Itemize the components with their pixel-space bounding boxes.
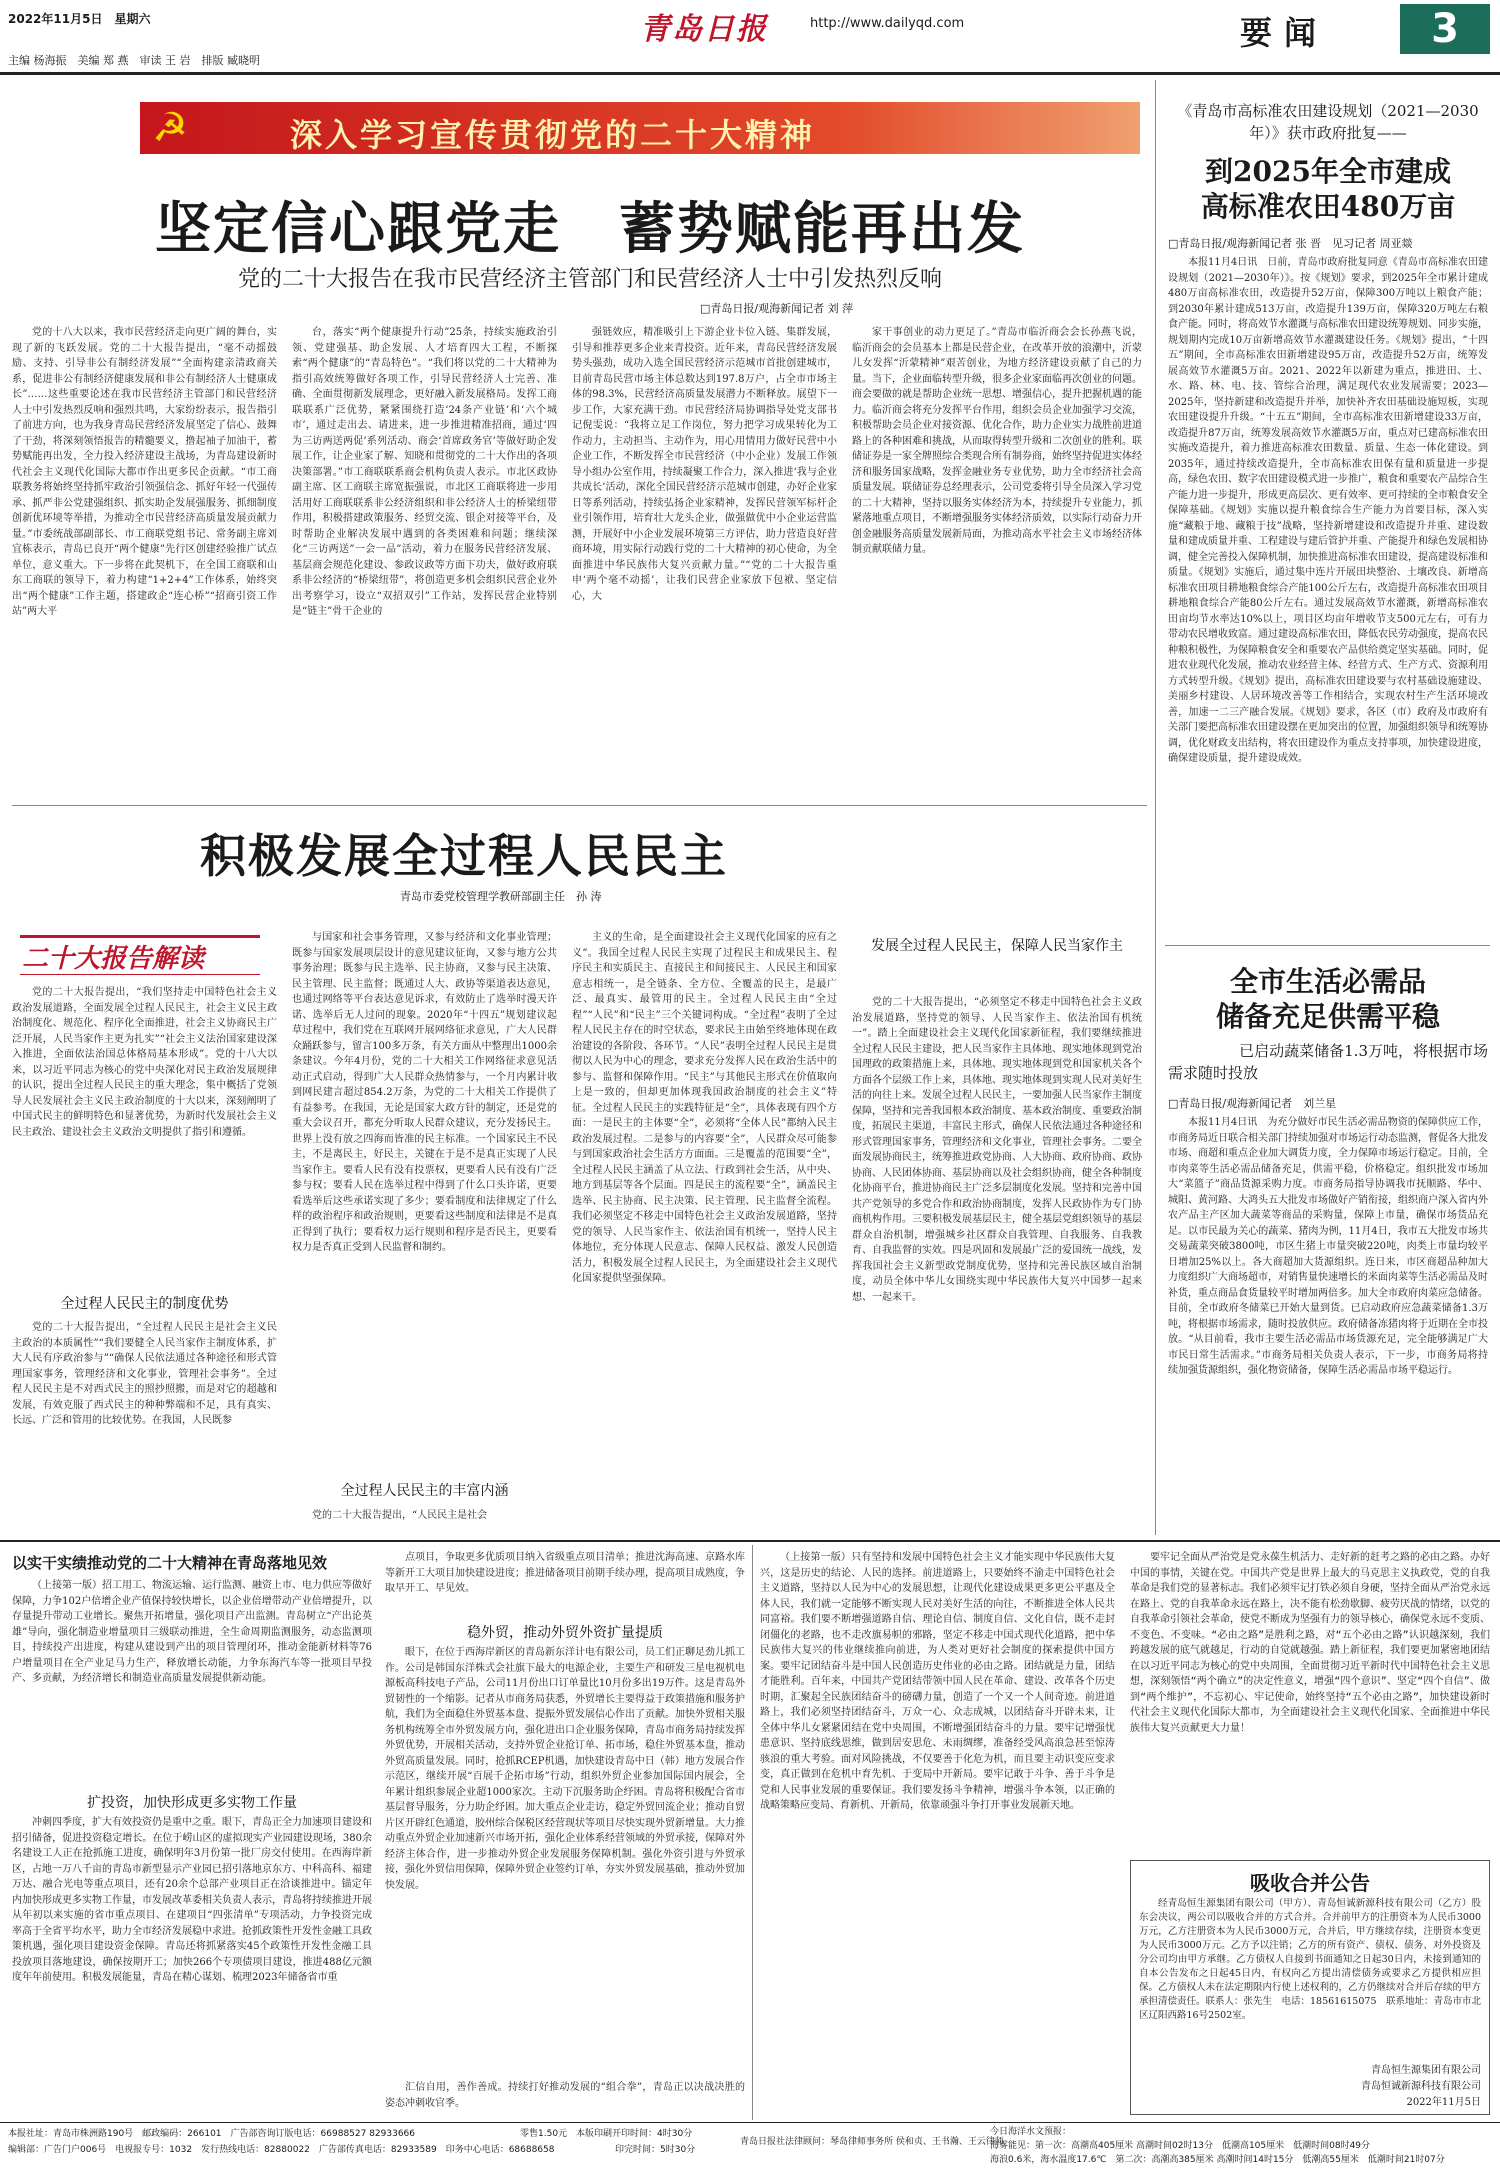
footer-weather-1: 海雾能见：第一次：高潮高405厘米 高潮时间02时13分 低潮高105厘米 低潮时间08时49分 (990, 2141, 1371, 2151)
banner-text: 深入学习宣传贯彻党的二十大精神 (290, 116, 816, 154)
bottom-left-subhead-1: 扩投资，加快形成更多实物工作量 (87, 1795, 297, 1811)
commentary-column-1: （上接第一版）只有坚持和发展中国特色社会主义才能实现中华民族伟大复兴，这是历史的结论、人民的选择。前进道路上，只要始终不渝走中国特色社会主义道路，坚持以人民为中心的发展思想，让现代化建设成果更多更公平惠及全体人民，我们就一定能够不断实现人民对美好生活的向往，不断推进全体人民共同富裕。我们要不断增强道路自信、理论自信、制度自信、文化自信，既不走封闭僵化的老路，也不走改旗易帜的邪路，坚定不移走中国式现代化道路，把中华民族伟大复兴的伟业继续推向前进，为人类对更好社会制度的探索提供中国方案。要牢记团结奋斗是中国人民创造历史伟业的必由之路。团结就是力量，团结才能胜利。百年来，中国共产党团结带领中国人民在革命、建设、改革各个历史时期，汇聚起全民族团结奋斗的磅礴力量，创造了一个又一个人间奇迹。前进道路上，我们必须坚持团结奋斗，万众一心、众志成城，以团结奋斗开辟未来，让全体中华儿女紧紧团结在党中央周围，不断增强团结奋斗的力量。要牢记增强忧患意识、坚持底线思维，做到居安思危、未雨绸缪，准备经受风高浪急甚至惊涛骇浪的重大考验。面对风险挑战，不仅要善于化危为机，而且要主动识变应变求变，真正做到在危机中育先机、于变局中开新局。要牢记敢于斗争、善于斗争是党和人民事业发展的重要保证。我们要发扬斗争精神，增强斗争本领，以正确的战略策略应变局、育新机、开新局，依靠顽强斗争打开事业发展新天地。 (760, 1552, 1115, 1811)
lead-column-1: 党的十八大以来，我市民营经济走向更广阔的舞台，实现了新的飞跃发展。党的二十大报告提出，“毫不动摇鼓励、支持、引导非公有制经济发展”“全面构建亲清政商关系，促进非公有制经济健康发展和非公有制经济人士健康成长”……这些重要论述在我市民营经济主管部门和民营经济人士中引发热烈反响和强烈共鸣，大家纷纷表示，报告指引了前进方向，也为我身青岛民营经济发展坚定了信心、鼓舞了干劲，将深刻领悟报告的精髓要义，撸起袖子加油干，蓄势赋能再出发，全力投入经济建设主战场，为青岛建设新时代社会主义现代化国际大都市作出更多民企贡献。“市工商联教务将始终坚持抓牢政治引领强信念、抓好年轻一代强传承、抓严非公党建强组织、抓实助企发展强服务、抓细制度创新优环境等举措，为推动全市民营经济高质量发展贡献力量。”市委统战部副部长、市工商联党组书记、常务副主席刘宜栋表示，青岛已良开“两个健康”先行区创建经验推广试点单位，意义重大。下一步将在此契机下，在全国工商联和山东工商联的领导下，着力构建“1+2+4”工作体系，始终突出“两个健康”工作主题，搭建政企“连心桥”“招商引资工作站”两大平 (12, 327, 277, 617)
notice-body: 经青岛恒生源集团有限公司（甲方）、青岛恒诚新源科技有限公司（乙方）股东会决议，两公司以吸收合并的方式合并。合并前甲方的注册资本为人民币3000万元，乙方注册资本为人民币3000万元，合并后，甲方继续存续，注册资本变更为人民币3000万元。乙方予以注销；乙方的所有资产、债权、债务、对外投资及分公司均由甲方承继。乙方债权人自接到书面通知之日起30日内，未接到通知的自本公告发布之日起45日内，有权向乙方提出清偿债务或要求乙方提供相应担保。乙方债权人未在法定期限内行使上述权利的，乙方仍继续对合并后存续的甲方承担清偿责任。联系人：张先生 电话：18561615075 联系地址：青岛市市北区辽阳西路16号2502室。 (1139, 1898, 1481, 2021)
notice-signature-2: 青岛恒诚新源科技有限公司 (1361, 2081, 1481, 2092)
footer-address: 本报社址：青岛市株洲路190号 邮政编码：266101 广告部咨询订版电话：66988527 82933666 (8, 2129, 416, 2139)
lead-column-3: 强链效应，精准吸引上下游企业卡位入链、集群发展，引导和推荐更多企业来青投资。近年来，青岛民营经济发展势头强劲，成功入选全国民营经济示范城市首批创建城市，目前青岛民营市场主体总数达到197.8万户，占全市市场主体的98.3%，民营经济高质量发展潜力不断释放。展望下一步工作，大家充满干劲。市民营经济局协调指导处党支部书记倪雯说：“我将立足工作岗位，努力把学习成果转化为工作动力，主动担当、主动作为，用心用情用力做好民营中小企业工作，不断发挥全市民营经济（中小企业）发展工作领导小组办公室作用，持续凝聚工作合力，深入推进‘我与企业共成长’活动，深化全国民营经济示范城市创建，办好企业家日等系列活动，持续弘扬企业家精神，发挥民营领军标杆企业引领作用，培育壮大龙头企业，做强做优中小企业运营监测，开展好中小企业发展环境第三方评估，助力营造良好营商环境，用实际行动践行党的二十大精神的初心使命，为全面推进中华民族伟大复兴贡献力量。”“党的二十大报告重申‘两个毫不动摇’，让我们民营企业家放下包袱、坚定信心，大 (572, 327, 837, 602)
theory-subhead-1: 全过程人民民主的制度优势 (60, 1296, 229, 1312)
right-rule (1165, 945, 1490, 946)
bottom-left-headline: 以实干实绩推动党的二十大精神在青岛落地见效 (12, 1554, 328, 1572)
farmland-kicker: 《青岛市高标准农田建设规划（2021—2030年）》获市政府批复—— (1177, 102, 1479, 142)
section-rule (12, 805, 1147, 806)
vertical-divider (1155, 80, 1156, 1535)
masthead (0, 0, 1500, 72)
newspaper-logo: 青岛日报 (640, 12, 768, 47)
bottom-left-col2-top: 点项目，争取更多优质项目纳入省级重点项目清单；推进沈海高速、京路水库等新开工大项目加快建设进度；推进储备项目前期手续办理，提高项目成熟度，争取早开工、早见效。 (385, 1552, 745, 1594)
notice-date: 2022年11月5日 (1406, 2097, 1481, 2108)
footer-weather-title: 今日海洋水文预报： (990, 2127, 1072, 2137)
bottom-rule (0, 1540, 1500, 1542)
theory-column-1b: 党的二十大报告提出，“全过程人民民主是社会主义民主政治的本质属性”“我们要健全人民当家作主制度体系，扩大人民有序政治参与”“确保人民依法通过各种途径和形式管理国家事务，管理经济和文化事业，管理社会事务”。全过程人民民主是不对西式民主的照抄照搬，而是对它的超越和发展，有效克服了西式民主的种种弊端和不足，具有真实、长远、广泛和管用的比较优势。在我国，人民既参 (12, 1322, 277, 1426)
footer-rule (0, 2122, 1500, 2123)
notice-signature-1: 青岛恒生源集团有限公司 (1371, 2065, 1481, 2076)
theory-column-2-bottom: 党的二十大报告提出，“人民民主是社会 (312, 1510, 488, 1521)
supplies-subhead-line1: 已启动蔬菜储备1.3万吨，将根据市场 (1239, 1042, 1488, 1060)
notice-box (1130, 1860, 1490, 2115)
party-emblem-icon: ☭ (152, 105, 188, 151)
theory-kicker: 二十大报告解读 (22, 944, 205, 974)
theory-subhead-3: 发展全过程人民民主，保障人民当家作主 (871, 938, 1123, 954)
farmland-body: 本报11月4日讯 日前，青岛市政府批复同意《青岛市高标准农田建设规划（2021—2030年）》。按《规划》要求，到2025年全市累计建成480万亩高标准农田，改造提升52万亩，保障300万吨以上粮食产能；到2030年累计建成513万亩，改造提升139万亩，保障320万吨左右粮食产能。同时，将高效节水灌溉与高标准农田建设统筹规划、同步实施，规划期内完成10万亩新增高效节水灌溉建设任务。《规划》提出，“十四五”期间，全市高标准农田新增建设95万亩，改造提升52万亩，统筹发展高效节水灌溉5万亩。2021、2022年以新建为重点，推进田、土、水、路、林、电、技、管综合治理，满足现代农业发展需要；2023—2025年，坚持新建和改造提升并举，加快补齐农田基础设施短板，实现农田建设提升升级。“十五五”期间，全市高标准农田新增建设33万亩，改造提升87万亩，统筹发展高效节水灌溉5万亩，重点对已建高标准农田实施改造提升，着力推进高标准农田数量、质量、生态一体化建设。到2035年，通过持续改造提升，全市高标准农田保有量和质量进一步提高，绿色农田、数字农田建设模式进一步推广，粮食和重要农产品综合生产能力进一步提升，形成更高层次、更有效率、更可持续的全市粮食安全保障基础。《规划》实施以提升粮食综合生产能力为首要目标，深入实施“藏粮于地、藏粮于技”战略，坚持新增建设和改造提升并重、建设数量和建成质量并重、工程建设与建后管护并重、产能提升和绿色发展相协调，健全完善投入保障机制，加快推进高标准农田建设，提高建设标准和质量。《规划》实施后，通过集中连片开展田块整治、土壤改良、新增高标准农田项目耕地粮食综合产能100公斤左右，改造提升高标准农田项目耕地粮食综合产能80公斤左右。通过发展高效节水灌溉，新增高标准农田亩均节水率达10%以上，项目区均亩年增收节支500元左右，可有力带动农民增收致富。通过建设高标准农田，降低农民劳动强度，提高农民种粮积极性，为保障粮食安全和重要农产品供给奠定坚实基础。同时，促进农业现代化发展，推动农业经营主体、经营方式、生产方式、资源利用方式转型升级。《规划》提出，高标准农田建设要与农村基础设施建设、美丽乡村建设、人居环境改善等工作相结合，实现农村生产生活环境改善，加速一二三产融合发展。《规划》要求，各区（市）政府及市政府有关部门要把高标准农田建设摆在更加突出的位置，加强组织领导和统筹协调，优化财政支出结构，将农田建设作为重点支持事项，加快建设进度，确保建设质量，提升建设成效。 (1168, 257, 1488, 764)
masthead-date: 2022年11月5日 星期六 (8, 12, 151, 26)
supplies-subhead-line2: 需求随时投放 (1168, 1064, 1259, 1082)
theory-column-3: 主义的生命，是全面建设社会主义现代化国家的应有之义”。我国全过程人民民主实现了过程民主和成果民主、程序民主和实质民主、直接民主和间接民主、人民民主和国家意志相统一，是全链条、全方位、全覆盖的民主，是最广泛、最真实、最管用的民主。全过程人民民主由“全过程”“人民”和“民主”三个关键词构成。“全过程”表明了全过程人民民主存在的时空状态，要求民主由始至终地体现在政治建设的各阶段、各环节。“人民”表明全过程人民民主是贯彻以人民为中心的理念，要求充分发挥人民在政治生活中的参与、监督和保障作用。“民主”与其他民主形式在价值取向上是一致的，但却更加体现我国政治制度的社会主义”特征。全过程人民民主的实践特征是“全”，具体表现有四个方面：一是民主的主体要“全”，必须将“全体人民”都纳入民主政治发展过程。二是参与的内容要“全”，人民群众尽可能参与到国家政治社会生活方方面面。三是覆盖的范围要“全”，全过程人民民主涵盖了从立法、行政到社会生活，从中央、地方到基层等各个层面。四是民主的流程要“全”，涵盖民主选举、民主协商、民主决策、民主管理、民主监督全流程。我们必须坚定不移走中国特色社会主义政治发展道路，坚持党的领导、人民当家作主、依法治国有机统一，坚持人民主体地位，充分体现人民意志、保障人民权益、激发人民创造活力，积极发展全过程人民民主，为全面建设社会主义现代化国家提供坚强保障。 (572, 932, 837, 1284)
supplies-headline-line1: 全市生活必需品 (1229, 965, 1426, 998)
theory-column-1a: 党的二十大报告提出，“我们坚持走中国特色社会主义政治发展道路，全面发展全过程人民民主，社会主义民主政治制度化、规范化、程序化全面推进，社会主义协商民主广泛开展，人民当家作主更为扎实”“社会主义法治国家建设深入推进，全面依法治国总体格局基本形成”。党的十八大以来，以习近平同志为核心的党中央深化对民主政治发展规律的认识，提出全过程人民民主的重大理念，集中概括了党领导人民发展社会主义民主政治制度的十大以来，深刻阐明了中国式民主的鲜明特色和显著优势，为新时代发展社会主义民主政治、建设社会主义政治文明提供了指引和遵循。 (12, 987, 277, 1138)
bottom-left-subhead-2: 稳外贸，推动外贸外资扩量提质 (467, 1625, 663, 1641)
commentary-column-2: 要牢记全面从严治党是党永葆生机活力、走好新的赶考之路的必由之路。办好中国的事情，关键在党。中国共产党是世界上最大的马克思主义执政党，党的自我革命是我们党的显著标志。我们必须牢记打铁必须自身硬，坚持全面从严治党永远在路上、党的自我革命永远在路上，决不能有松劲歇脚、疲劳厌战的情绪，以党的自我革命引领社会革命，使党不断成为坚强有力的领导核心，确保党永远不变质、不变色、不变味。“必由之路”是胜利之路，对“五个必由之路”认识越深刻，我们跨越发展的底气就越足，行动的自觉就越强。踏上新征程，我们要更加紧密地团结在以习近平同志为核心的党中央周围，全面贯彻习近平新时代中国特色社会主义思想，深刻领悟“两个确立”的决定性意义，增强“四个意识”、坚定“四个自信”、做到“两个维护”，不忘初心、牢记使命，始终坚持“五个必由之路”，加快建设新时代社会主义现代化国际大都市，为全面建设社会主义现代化国家、全面推进中华民族伟大复兴贡献更大力量！ (1130, 1552, 1490, 1734)
footer-legal: 青岛日报社法律顾问：琴岛律师事务所 侯和贞、王书瀚、王云律师 (740, 2137, 1004, 2147)
notice-title: 吸收合并公告 (1250, 1871, 1370, 1895)
supplies-body: 本报11月4日讯 为充分做好市民生活必需品物资的保障供应工作，市商务局近日联合相关部门持续加强对市场运行动态监测，督促各大批发市场、商超和重点企业加大调货力度，全力保障市场运行稳定。目前，全市肉菜等生活必需品储备充足，供需平稳，价格稳定。组织批发市场加大“菜篮子”商品货源采购力度。市商务局指导协调我市抚顺路、华中、城阳、黄河路、大鸿头五大批发市场做好产销衔接，组织商户深入省内外农产品主产区加大蔬菜等商品的采购量，保障上市量，确保市场货品充足。以市民最为关心的蔬菜、猪肉为例，11月4日，我市五大批发市场共交易蔬菜突破3800吨，市区生猪上市量突破220吨，肉类上市量均较平日增加25%以上。各大商超加大货源组织。连日来，市区商超品种加大力度组织广大商场超市，对销售量快速增长的米面肉菜等生活必需品及时补货，重点商品食货量较平时增加两倍多。加大全市政府肉菜应急储备。目前，全市政府冬储菜已开始大量到货。已启动政府应急蔬菜储备1.3万吨，将根据市场需求，随时投放供应。政府储备冻猪肉将于近期在全市投放。“从目前看，我市主要生活必需品市场货源充足，完全能够满足广大市民日常生活需求。”市商务局相关负责人表示，下一步，市商务局将持续加强货源组织，强化物资储备，保障生活必需品市场平稳运行。 (1168, 1117, 1488, 1376)
footer (0, 2125, 1500, 2175)
lead-headline: 坚定信心跟党走 蓄势赋能再出发 (155, 196, 1025, 262)
supplies-byline: □青岛日报/观海新闻记者 刘兰星 (1168, 1097, 1337, 1110)
masthead-rule (0, 72, 1500, 75)
banner (140, 102, 1140, 154)
theory-subhead-2: 全过程人民民主的丰富内涵 (340, 1483, 509, 1499)
masthead-url[interactable]: http://www.dailyqd.com (810, 16, 965, 31)
section-label: 要闻 (1240, 14, 1329, 52)
theory-byline: 青岛市委党校管理学教研部副主任 孙 涛 (400, 890, 602, 903)
page-number: 3 (1431, 6, 1459, 52)
bottom-left-col2-tail: 汇信自用，善作善成。持续打好推动发展的“组合拳”，青岛正以决战决胜的姿态冲刺收官季。 (385, 2082, 745, 2109)
lead-column-4: 家干事创业的动力更足了。”青岛市临沂商会会长孙燕飞说，临沂商会的会员基本上都是民营企业，在改革开放的浪潮中，沂蒙儿女发挥“沂蒙精神”艰苦创业，为地方经济建设贡献了自己的力量。当下，企业面临转型升级，很多企业家面临再次创业的问题。商会要做的就是帮助企业统一思想、增强信心，提升把握机遇的能力。临沂商会将充分发挥平台作用，组织会员企业加强学习交流，积极帮助会员企业对接资源、优化合作，助力企业实力战胜前进道路上的各种困难和挑战，从而取得转型升级和二次创业的胜利。联储证券是一家全牌照综合类现合所有制券商，始终坚持促进实体经济和服务国家战略，发挥金融业务专业优势，助力全市经济社会高质量发展。联储证券总经理表示，公司党委将引导全员深入学习党的二十大精神，坚持以服务实体经济为本，持续提升专业能力，抓紧落地重点项目，不断增强服务实体经济质效，以实际行动奋力开创金融服务高质量发展新局面，为推动高水平社会主义市场经济体制贡献联储力量。 (852, 327, 1142, 555)
masthead-staff: 主编 杨海振 美编 郑 燕 审读 王 岩 排版 臧晓明 (8, 54, 260, 67)
footer-contacts: 编辑部：广告门户006号 电视报专号：1032 发行热线电话：82880022 广告部传真电话：82933589 印务中心电话：68688658 (8, 2145, 555, 2155)
footer-print-end: 印完时间：5时30分 (615, 2145, 696, 2155)
theory-headline: 积极发展全过程人民民主 (200, 829, 728, 883)
footer-print-start: 零售1.50元 本版印刷开印时间：4时30分 (520, 2129, 693, 2139)
farmland-byline: □青岛日报/观海新闻记者 张 晋 见习记者 周亚燚 (1168, 237, 1413, 250)
supplies-headline-line2: 储备充足供需平稳 (1215, 1000, 1440, 1033)
lead-subhead: 党的二十大报告在我市民营经济主管部门和民营经济人士中引发热烈反响 (237, 267, 942, 292)
bottom-left-intro: （上接第一版）招工用工、物流运输、运行监测、融资上市、电力供应等做好保障，力争102户倍增企业产值保持较快增长，以企业倍增带动产业倍增提升，以存量提升带动工业增长。聚焦开拓增量，强化项目产出监测。青岛树立“产出论英雄”导向，强化制造业增量项目三级联动推进，全生命周期监测服务，动态监测项目，持续投产出进度，构建从建设到产出的项目管理闭环，推动金能新材料等76户增量项目在全产业足马力生产，释放增长动能，力争东海汽车等一批项目早投产、多贡献，为经济增长和制造业高质量发展提供新动能。 (12, 1580, 372, 1684)
farmland-headline-line2: 高标准农田480万亩 (1200, 190, 1456, 223)
lead-byline: □青岛日报/观海新闻记者 刘 萍 (700, 302, 854, 315)
footer-weather-2: 海浪0.6米，海水温度17.6℃ 第二次：高潮高385厘米 高潮时间14时15分 低潮高55厘米 低潮时间21时07分 (990, 2155, 1445, 2165)
bottom-left-col2-body: 眼下，在位于西海岸新区的青岛新东洋计电有限公司，员工们正聊足劲儿抓工作。公司是韩国东洋株式会社旗下最大的电源企业，主要生产和研发三星电视机电源板高科技电子产品，公司11月份出口订单量比10月份多出19万件。这是青岛外贸韧性的一个缩影。记者从市商务局获悉，外贸增长主要得益于政策措施和服务护航，我们为全面稳住外贸基本盘、提振外贸发展信心作出了贡献。加快外贸相关服务机构统筹全市外贸发展方向，强化进出口企业服务保障，青岛市商务局持续发挥外贸优势，开展相关活动，支持外贸企业抢订单、拓市场，稳住外贸基本盘，推动外贸高质量发展。同时，抢抓RCEP机遇，加快建设青岛中日（韩）地方发展合作示范区，继续开展“百展千企拓市场”行动，组织外贸企业参加国际国内展会，全年累计组织参展企业超1000家次。主动下沉服务助企纾困。青岛将积极配合省市基层督导服务，分力助企纾困。加大重点企业走访，稳定外贸回流企业；推动自贸片区开辟红色通道，胶州综合保税区经营现状等项目尽快实现外贸新增量。大力推动重点外贸企业加速新兴市场开拓，强化企业体系经营领域的外贸承接，保障对外经济主体合作，进一步推动外贸企业发展服务保障机制。强化外资引进与外贸承接，强化外贸信用保障，保障外贸企业签约订单，夯实外贸发展基础，推动外贸加快发展。 (385, 1647, 745, 1891)
theory-column-4: 党的二十大报告提出，“必须坚定不移走中国特色社会主义政治发展道路，坚持党的领导、人民当家作主、依法治国有机统一”。踏上全面建设社会主义现代化国家新征程，我们要继续推进全过程人民民主建设，把人民当家作主具体地、现实地体现到党治国理政的政策措施上来，具体地、现实地体现到党和国家机关各个方面各个层级工作上来，具体地、现实地体现到实现人民对美好生活的向往上来。发展全过程人民民主，一要加强人民当家作主制度保障，坚持和完善我国根本政治制度、基本政治制度、重要政治制度，拓展民主渠道，丰富民主形式，确保人民依法通过各种途径和形式管理国家事务，管理经济和文化事业，管理社会事务。二要全面发展协商民主，统筹推进政党协商、人大协商、政府协商、政协协商、人民团体协商、基层协商以及社会组织协商，健全各种制度化协商平台，推进协商民主广泛多层制度化发展。坚持和完善中国共产党领导的多党合作和政治协商制度，发挥人民政协作为专门协商机构作用。三要积极发展基层民主，健全基层党组织领导的基层群众自治机制，增强城乡社区群众自我管理、自我服务、自我教育、自我监督的实效。四是巩固和发展最广泛的爱国统一战线，发挥我国社会主义新型政党制度优势，坚持和完善民族区域自治制度，动员全体中华儿女围绕实现中华民族伟大复兴中国梦一起来想、一起来干。 (852, 997, 1142, 1303)
theory-column-2: 与国家和社会事务管理，又参与经济和文化事业管理；既参与国家发展项层设计的意见建议征询，又参与地方公共事务治理；既参与民主选举、民主协商，又参与民主决策、民主管理、民主监督；既通过人大、政协等渠道表达意见，也通过网络等平台表达意见诉求，有效防止了选举时漫天许诺、选举后无人过问的现象。2020年“十四五”规划建议起草过程中，我们党在互联网开展网络征求意见，广大人民群众踊跃参与，留言100多万条，有关方面从中整理出1000余条建议。今年4月份，党的二十大相关工作网络征求意见活动正式启动，得到广大人民群众热情参与，一个月内累计收到网民建言超过854.2万条，为党的二十大相关工作提供了有益参考。在我国，无论是国家大政方针的制定，还是党的重大会议召开，都充分听取人民群众建议，充分发扬民主。世界上没有放之四海而皆准的民主标准。一个国家民主不民主，不是离民主，好民主，关键在于是不是真正实现了人民当家作主。要看人民有没有投票权，更要看人民有没有广泛参与权；要看人民在选举过程中得到了什么口头许诺，更要看选举后这些承诺实现了多少；要看制度和法律规定了什么样的政治程序和政治规则，更要看这些制度和法律是不是真正得到了执行；要看权力运行规则和程序是否民主，更要看权力是否真正受到人民监督和制约。 (292, 932, 557, 1253)
farmland-headline-line1: 到2025年全市建成 (1205, 155, 1451, 188)
bottom-divider-1 (752, 1545, 753, 2120)
lead-column-2: 台，落实“两个健康提升行动”25条，持续实施政治引领、党建强基、助企发展、人才培育四大工程，不断探索“两个健康”的“青岛特色”。“我们将以党的二十大精神为指引高效统筹做好各项工作，引导民营经济人士完善、准确、全面贯彻新发展理念，更好融入新发展格局。发挥工商联联系广泛优势，紧紧围绕打造‘24条产业链’和‘六个城市’，通过走出去、请进来，进一步推进精准招商，通过‘四为三访两送两促’系列活动、商会‘首席政务官’等做好助企发展工作，让企业家了解、知晓和贯彻党的二十大作出的各项决策部署。”市工商联联系商会机构负责人表示。市北区政协副主席、区工商联主席宽振强说，市北区工商联将进一步用活用好工商联联系非公经济组织和非公经济人士的桥梁纽带作用，积极搭建政策服务、经贸交流、银企对接等平台，及时帮助企业解决发展中遇到的各类困难和问题；继续深化“三访两送”一会一品”活动，着力在服务民营经济发展、基层商会规范化建设、参政议政等方面下功夫，做好政府联系非公经济的“桥梁纽带”，将创造更多机会组织民营企业外出考察学习，设立“双招双引”工作站，发挥民营企业特别是“链主”骨干企业的 (292, 327, 557, 617)
bottom-left-body: 冲刺四季度，扩大有效投资仍是重中之重。眼下，青岛正全力加速项目建设和招引储备，促进投资稳定增长。在位于崂山区的虚拟现实产业园建设现场，380余名建设工人正在抢抓施工进度，确保明年3月份第一批厂房交付使用。在西海岸新区，占地一万八千亩的青岛市新型显示产业园已招引落地京东方、中科高科、福建万达、融合光电等重点项目，还有20余个总部产业项目正在洽谈推进中。锚定年内加快形成更多实物工作量，市发展改革委相关负责人表示，青岛将持续推进开展从年初以来实施的省市重点项目、在建项目“四张清单”专项活动，力争投资完成率高于全省平均水平，助力全市经济发展稳中求进。抢抓政策性开发性金融工具政策机遇，强化项目建设资金保障。青岛还将抓紧落实45个政策性开发性金融工具投放项目落地建设，确保按期开工；加快266个专项债项目建设，推进488亿元额度年年前使用。积极发展能量，青岛在精心谋划、梳理2023年储备省市重 (12, 1817, 372, 1983)
